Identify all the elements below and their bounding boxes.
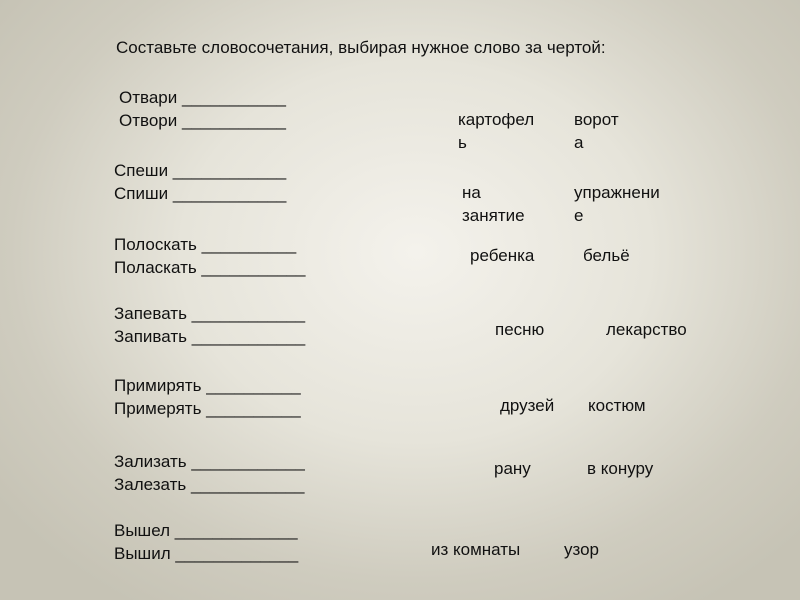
pair-line: Спиши ____________ [114, 184, 287, 203]
pair-line: Примерять __________ [114, 399, 301, 418]
pair-line: Запивать ____________ [114, 327, 306, 346]
word-pair-4 [114, 302, 305, 348]
pair-line: Зализать ____________ [114, 452, 305, 471]
word-option: из комнаты [431, 540, 521, 559]
word-pair-2 [114, 159, 286, 205]
pair-line: Вышел _____________ [114, 521, 298, 540]
pair-line: Отвари ___________ [119, 88, 286, 107]
word-option: картофел ь [458, 110, 535, 152]
word-pair-7 [114, 519, 298, 565]
word-option: на занятие [462, 183, 525, 225]
pair-line: Залезать ____________ [114, 475, 305, 494]
word-option: ребенка [470, 246, 535, 265]
word-option: бельё [583, 246, 630, 265]
pair-line: Отвори ___________ [119, 111, 286, 130]
word-option: друзей [500, 396, 555, 415]
pair-line: Полоскать __________ [114, 235, 297, 254]
task-title: Составьте словосочетания, выбирая нужное слово за чертой: [116, 38, 606, 57]
word-option: рану [494, 459, 531, 478]
pair-line: Поласкать ___________ [114, 258, 306, 277]
pair-line: Примирять __________ [114, 376, 301, 395]
word-option: ворот а [574, 110, 619, 152]
word-pair-6 [114, 450, 305, 496]
word-pair-3 [114, 233, 305, 279]
word-pair-5 [114, 374, 301, 420]
pair-line: Спеши ____________ [114, 161, 287, 180]
pair-line: Запевать ____________ [114, 304, 306, 323]
word-option: костюм [588, 396, 646, 415]
word-pair-1 [114, 86, 286, 132]
word-option: в конуру [587, 459, 654, 478]
pair-line: Вышил _____________ [114, 544, 299, 563]
word-option: упражнени е [574, 183, 660, 225]
word-option: песню [495, 320, 545, 339]
word-option: узор [564, 540, 600, 559]
word-option: лекарство [606, 320, 687, 339]
